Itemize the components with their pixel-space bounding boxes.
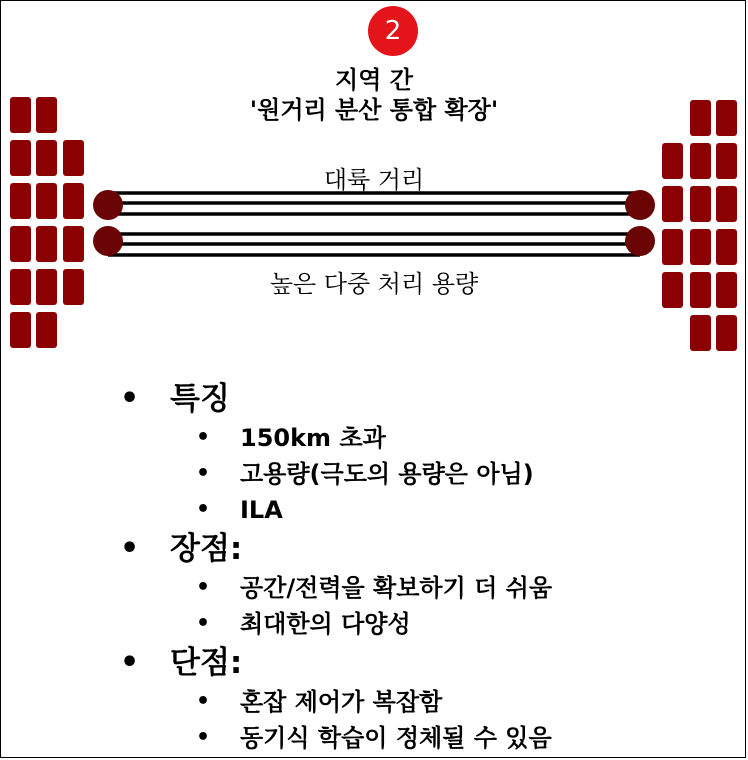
bullet-features [120, 378, 552, 528]
title-line-1: 지역 간 [335, 66, 413, 94]
bullet-pros-label: • 장점: [120, 528, 552, 570]
server-block [690, 229, 711, 265]
bullet-cons [120, 642, 552, 756]
sub-bullet: • 고용량(극도의 용량은 아님) [120, 456, 552, 492]
link-endpoint-node [93, 226, 123, 256]
server-block [10, 312, 31, 348]
interconnect-links [93, 190, 655, 256]
sub-bullet: • 150km 초과 [120, 420, 552, 456]
server-block [10, 226, 31, 262]
server-block [716, 315, 737, 351]
server-block [716, 100, 737, 136]
bullet-list [120, 378, 552, 756]
right-datacenter-cluster [662, 100, 737, 351]
step-number-badge: 2 [368, 6, 418, 56]
sub-bullet: • ILA [120, 492, 552, 528]
bullet-pros [120, 528, 552, 642]
sub-bullet: • 동기식 학습이 정체될 수 있음 [120, 720, 552, 756]
server-block [10, 97, 31, 133]
bullet-cons-label: • 단점: [120, 642, 552, 684]
link-distance-label: 대륙 거리 [323, 166, 425, 194]
server-block [716, 229, 737, 265]
link-capacity-label: 높은 다중 처리 용량 [269, 270, 479, 298]
sub-bullet: • 공간/전력을 확보하기 더 쉬움 [120, 570, 552, 606]
left-datacenter-cluster [10, 97, 84, 348]
title-line-2: '원거리 분산 통합 확장' [249, 96, 499, 124]
server-block [662, 229, 683, 265]
server-block [63, 226, 84, 262]
server-block [36, 97, 57, 133]
server-block [690, 315, 711, 351]
sub-bullet: • 최대한의 다양성 [120, 606, 552, 642]
bullet-features-label: • 특징 [120, 378, 552, 420]
link-endpoint-node [625, 226, 655, 256]
server-block [690, 100, 711, 136]
server-block [36, 312, 57, 348]
sub-bullet: • 혼잡 제어가 복잡함 [120, 684, 552, 720]
server-block [36, 226, 57, 262]
